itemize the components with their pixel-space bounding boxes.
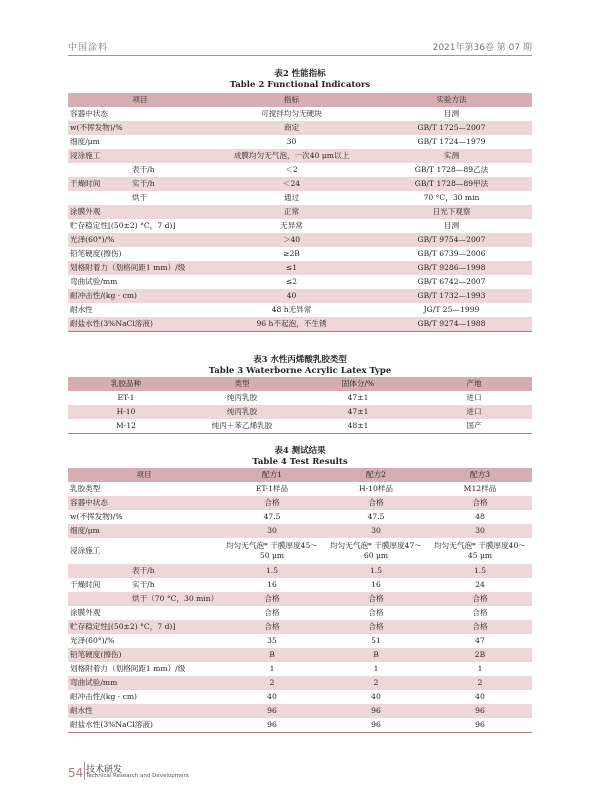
table4-row [68,718,532,733]
table3-row [68,405,532,419]
table2-subitem: 烘干 [132,193,148,202]
table4-cell: 合格 [220,592,324,606]
table4-item: 乳胶类型 [70,484,101,493]
table4-row [68,704,532,718]
table3-cell: ET-1 [117,393,135,402]
table2-method: 日光下观察 [371,205,532,219]
table2-method: GB/T 6742—2007 [417,277,486,286]
table2-item: 贮存稳定性[(50±2) °C，7 d)] [70,221,176,230]
table4-cell: 47 [475,636,485,645]
table3-cell: 纯丙乳胶 [226,393,258,402]
table2-value: 成膜均匀无气泡，一次40 μm以上 [212,149,371,163]
table4-cell: 30 [428,524,532,538]
table4-row [68,482,532,496]
table4-cell: 1 [477,664,483,673]
table3-cell: 进口 [416,405,532,419]
table2-row [68,317,532,332]
table4-cell: H-10样品 [358,484,394,493]
table3-cell: 47±1 [300,405,416,419]
table4-row [68,496,532,510]
table2-method: 70 °C，30 min [423,193,480,202]
table4-item: 耐冲击性/(kg · cm) [70,692,138,701]
table4-header: 配方2 [324,468,428,482]
table4-cell: 24 [475,580,485,589]
table4-cell: 1.5 [220,564,324,578]
table3-cell: 国产 [416,419,532,434]
table4-subitem: 实干/h [132,580,155,589]
table4-row [68,676,532,690]
table2-value: 30 [286,137,297,146]
table4-cell: 合格 [472,608,488,617]
table4-cell: B [220,648,324,662]
table2-value: 无异常 [280,221,303,230]
table2-item: 干燥时间 [68,177,130,191]
table4-cell: 合格 [428,592,532,606]
table2-header: 项目 [68,93,212,107]
table2-method: 目测 [443,221,460,230]
table3-header: 类型 [184,377,300,391]
table3-header: 固体分/% [300,377,416,391]
table3-caption-cn: 表3 水性丙烯酸乳胶类型 [253,355,347,365]
table4-header-row [68,468,532,482]
page-number: 54 [68,766,84,780]
table4-cell: 2 [428,676,532,690]
table4-cell: M12样品 [463,484,497,493]
table2-subitem: 表干/h [132,165,155,174]
table4-cell: 合格 [428,496,532,510]
table2-value: ＞40 [212,233,371,247]
table2-value: ＜24 [212,177,371,191]
table4-cell: 均匀无气泡* 干膜厚度45～50 μm [226,541,318,560]
table4-cell: 96 [220,704,324,718]
table2-method: GB/T 9754—2007 [371,233,532,247]
table4-cell: 51 [371,636,381,645]
table2-row [68,233,532,247]
table4-item: 耐盐水性(3%NaCl溶液) [68,718,220,733]
section-title: 技术研发 [86,765,123,775]
table4-cell: 48 [475,512,485,521]
table4-cell: 合格 [324,496,428,510]
table2-item: 耐水性 [70,305,93,314]
table2-value: 通过 [283,193,300,202]
table2-value: ≤2 [285,277,298,286]
table4-cell: 2B [428,648,532,662]
table4-row [68,510,532,524]
table2-method: GB/T 1725—2007 [371,121,532,135]
table2-value: 40 [212,289,371,303]
table4-item: 弯曲试验/mm [68,676,220,690]
table2-method: GB/T 9286—1998 [371,261,532,275]
table4-cell: 47.5 [263,512,281,521]
table2-method: GB/T 1728—89甲法 [371,177,532,191]
issue-info: 2021年第36卷 第 07 期 [432,43,532,53]
table2-row [68,247,532,261]
table4-row [68,634,532,648]
table4-cell: 16 [371,580,381,589]
table4-cell: 合格 [324,620,428,634]
table4-cell: 96 [428,704,532,718]
table2-row [68,205,532,219]
table4-cell: 1.5 [428,564,532,578]
table2-method: 实测 [371,149,532,163]
table4-cell: 均匀无气泡* 干膜厚度47～60 μm [330,541,422,560]
table2-item: 铅笔硬度(擦伤) [70,249,122,258]
table2-header: 指标 [212,93,371,107]
table4-cell: 合格 [324,592,428,606]
table2-item: w(不挥发物)/% [68,121,212,135]
table4-item [68,564,130,578]
table4-row [68,592,532,606]
table4-item: 涂膜外观 [70,608,101,617]
table4-item [68,592,130,606]
table4-header: 配方1 [220,468,324,482]
table4-cell: 1.5 [324,564,428,578]
table4-cell: ET-1样品 [255,484,289,493]
table4-item: 耐水性 [68,704,220,718]
table2-caption-cn: 表2 性能指标 [274,69,326,79]
table2-method: GB/T 1732—1993 [371,289,532,303]
table4 [68,468,532,733]
table4-cell: 40 [267,692,277,701]
table2-method: JG/T 25—1999 [423,305,480,314]
table4-cell: B [324,648,428,662]
table4-caption-en: Table 4 Test Results [252,457,348,467]
table4-subitem: 烘干（70 °C，30 min） [130,592,220,606]
table4-cell: 合格 [368,608,384,617]
table3-header: 产地 [416,377,532,391]
table2-method: GB/T 9274—1988 [371,317,532,332]
table4-cell: 96 [324,718,428,733]
table2-method: GB/T 1728—89乙法 [414,165,489,174]
table4-cell: 30 [324,524,428,538]
table4-cell: 合格 [264,608,280,617]
table2-item: 划格附着力（划格间距1 mm）/级 [68,261,212,275]
table4-cell: 合格 [220,620,324,634]
footer-rule [84,762,85,780]
table2-row [68,219,532,233]
table4-cell: 2 [220,676,324,690]
table3-cell: M-12 [68,419,184,434]
table4-row [68,606,532,620]
table2-method: 目测 [443,109,460,118]
table4-header: 配方3 [428,468,532,482]
table2-value: 可搅拌均匀无硬块 [261,109,322,118]
table2-value: 商定 [212,121,371,135]
table4-item: 贮存稳定性[(50±2) °C，7 d)] [68,620,220,634]
table2-row [68,261,532,275]
table4-item: 细度/μm [68,524,220,538]
table4-cell: 96 [220,718,324,733]
table2-header: 实验方法 [371,93,532,107]
table4-row [68,690,532,704]
table2-row [68,149,532,163]
table4-item: 干燥时间 [70,580,101,589]
table2-value: ≤1 [212,261,371,275]
table4-cell: 40 [475,692,485,701]
table3-cell: H-10 [68,405,184,419]
table3-cell: 纯丙乳胶 [184,405,300,419]
table4-cell: 96 [324,704,428,718]
table4-row [68,564,532,578]
table2-method: GB/T 6739—2006 [417,249,486,258]
table4-cell: 1 [269,664,275,673]
table4-cell: 2 [324,676,428,690]
table2-item: 浸涂施工 [68,149,212,163]
table4-row [68,578,532,592]
table2-header-row [68,93,532,107]
table2-row [68,135,532,149]
table2-item: 细度/μm [70,137,100,146]
table2-subitem: 实干/h [130,177,212,191]
table2-row [68,107,532,121]
table4-item: w(不挥发物)/% [70,512,123,521]
table2-item [68,191,130,205]
table4-cell: 47.5 [367,512,385,521]
table3-cell: 48±1 [300,419,416,434]
table2-row [68,121,532,135]
table4-cell: 96 [428,718,532,733]
table3-header: 乳胶品种 [68,377,184,391]
table2-item: 容器中状态 [70,109,108,118]
table3-cell: 进口 [466,393,482,402]
table2-item: 耐冲击性/(kg · cm) [68,289,212,303]
table2-value: 48 h无异常 [271,305,312,314]
table2 [68,93,532,332]
table2-item: 耐盐水性(3%NaCl溶液) [68,317,212,332]
section-subtitle: Technical Research and Development [86,773,190,779]
table4-item: 铅笔硬度(擦伤) [68,648,220,662]
table2-item: 涂膜外观 [68,205,212,219]
table2-row [68,163,532,177]
table3-cell: 纯丙＋苯乙烯乳胶 [184,419,300,434]
table3-row [68,419,532,434]
table4-row [68,538,532,564]
table2-caption-en: Table 2 Functional Indicators [229,80,371,90]
table4-cell: 16 [267,580,277,589]
table2-row [68,177,532,191]
table2-value: 正常 [212,205,371,219]
table3-cell: 47±1 [347,393,369,402]
table4-row [68,662,532,676]
table4-subitem: 表干/h [130,564,220,578]
header-rule [68,55,532,56]
table4-cell: 30 [220,524,324,538]
table4-header: 项目 [68,468,220,482]
table2-item: 弯曲试验/mm [70,277,118,286]
table2-value: ＜2 [285,165,298,174]
table2-row [68,275,532,289]
journal-name: 中国涂料 [68,43,109,53]
table4-item: 浸涂施工 [70,546,101,555]
table2-item [68,163,130,177]
table4-cell: 1 [373,664,379,673]
table3-caption-en: Table 3 Waterborne Acrylic Latex Type [208,366,392,376]
table4-caption-cn: 表4 测试结果 [274,446,326,456]
table2-row [68,303,532,317]
table2-item: 光泽(60°)/% [68,233,212,247]
table4-item: 划格附着力（划格间距1 mm）/级 [70,664,186,673]
table2-value: 96 h不起泡，不生锈 [212,317,371,332]
table2-value: ≥2B [283,249,300,258]
table3-row [68,391,532,405]
table3-header-row [68,377,532,391]
table2-method: GB/T 1724—1979 [417,137,486,146]
table4-row [68,620,532,634]
table2-row [68,191,532,205]
table4-item: 容器中状态 [68,496,220,510]
table3 [68,377,532,434]
table4-cell: 35 [267,636,277,645]
table4-cell: 均匀无气泡* 干膜厚度40～45 μm [434,541,526,560]
table4-cell: 合格 [220,496,324,510]
table4-cell: 40 [371,692,381,701]
table4-cell: 合格 [428,620,532,634]
table4-row [68,524,532,538]
table2-row [68,289,532,303]
table4-row [68,648,532,662]
table4-item: 光泽(60°)/% [70,636,115,645]
